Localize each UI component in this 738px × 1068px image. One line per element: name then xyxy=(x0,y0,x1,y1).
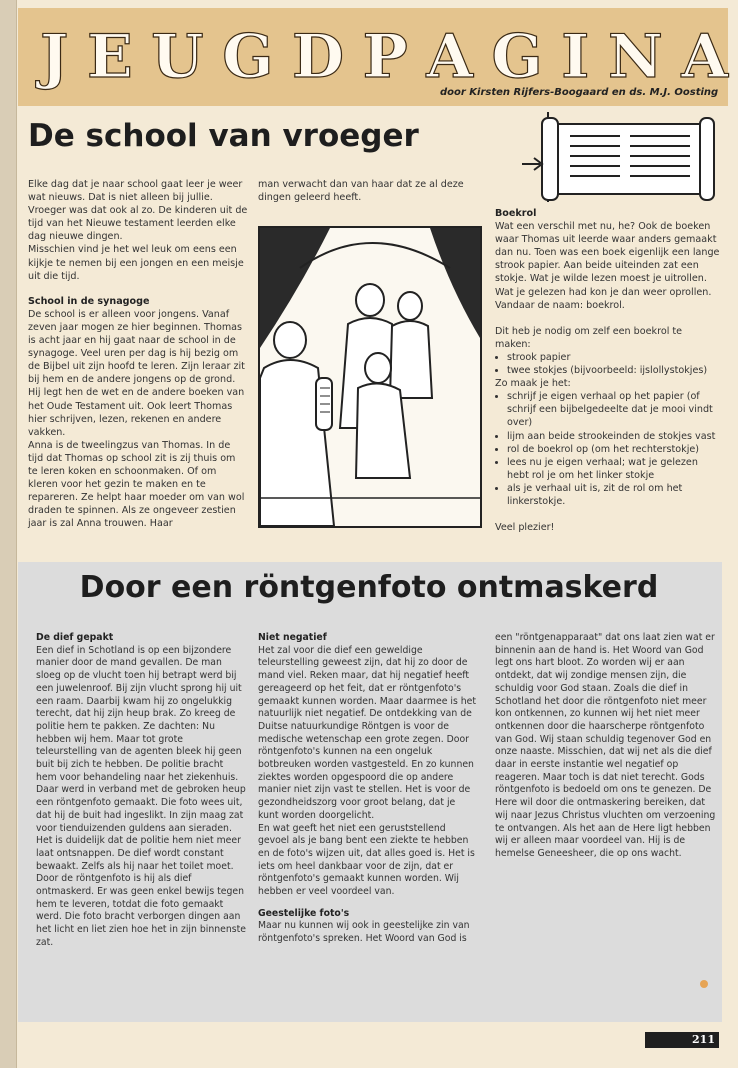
banner-letter: A xyxy=(426,22,475,92)
materials-list xyxy=(495,351,720,377)
author-byline: door Kirsten Rijfers-Boogaard en ds. M.J. Oosting xyxy=(440,87,719,98)
article1-column1 xyxy=(28,178,248,530)
list-item: • schrijf je eigen verhaal op het papier (of schrijf een bijbelgedeelte dat je mooi vindt over) xyxy=(507,390,720,429)
subheading-geestelijk: Geestelijke foto's xyxy=(258,907,350,919)
page-binding xyxy=(0,0,17,1068)
banner-letter: P xyxy=(362,22,410,92)
steps-list xyxy=(495,390,720,508)
closing-line: Veel plezier! xyxy=(495,522,555,534)
geestelijk-paragraph: Maar nu kunnen wij ook in geestelijke zin van röntgenfoto's spreken. Het Woord van God is xyxy=(258,920,470,945)
banner-letter: N xyxy=(607,22,665,92)
banner-letters xyxy=(40,16,730,98)
banner-letter: G xyxy=(222,22,276,92)
nodig-paragraph: Dit heb je nodig om zelf een boekrol te maken: xyxy=(495,325,683,350)
dief-paragraph-2: Door de röntgenfoto is hij als dief ontmaskerd. Er was geen enkel bewijs tegen hem te leveren, totdat die foto gemaakt werd. Die foto bracht verborgen dingen aan het licht en liet zien hoe het in zijn binnenste zat. xyxy=(36,873,246,948)
synagogue-school-illustration xyxy=(258,226,482,528)
end-dot xyxy=(700,980,708,988)
list-item: • twee stokjes (bijvoorbeeld: ijslollystokjes) xyxy=(507,364,720,377)
article2-column1 xyxy=(36,632,246,950)
negatief-paragraph: Het zal voor die dief een geweldige teleurstelling geweest zijn, dat hij zo door de mand viel. Reken maar, dat hij negatief heeft gereageerd op het feit, dat er röntgenfoto's gemaakt kunnen worden. Maar daarmee is het natuurlijk niet negatief. De ontdekking van de Duitse natuurkundige Röntgen is voor de medische wetenschap een grote zegen. Door röntgenfoto's kunnen na een ongeluk botbreuken worden vastgesteld. En zo kunnen ziektes worden opgespoord die op andere manier niet zijn vast te stellen. Het is voor de gezondheidszorg voor groot belang, dat je kunt worden doorgelicht. xyxy=(258,644,477,821)
banner-letter: U xyxy=(151,22,206,92)
intro-paragraph-2: Misschien vind je het wel leuk om eens een kijkje te nemen bij een jongen en een meisje uit die tijd. xyxy=(28,244,244,282)
banner-letter: I xyxy=(561,22,592,92)
list-item: • lees nu je eigen verhaal; wat je gelezen hebt rol je om het linker stokje xyxy=(507,456,720,482)
illustration-drawing xyxy=(260,228,480,526)
list-item: • strook papier xyxy=(507,351,720,364)
banner-letter: J xyxy=(40,22,71,92)
negatief-paragraph-2: En wat geeft het niet een geruststellend gevoel als je bang bent een ziekte te hebben en de foto's wijzen uit, dat alles goed is. Het is iets om heel dankbaar voor de zijn, dat er röntgenfoto's gemaakt kunnen worden. Wij hebben er veel voordeel van. xyxy=(258,822,475,898)
banner-letter: E xyxy=(86,22,135,92)
subheading-dief: De dief gepakt xyxy=(36,632,114,643)
subheading-synagoge: School in de synagoge xyxy=(28,295,150,307)
article1-column2 xyxy=(258,178,482,204)
subheading-boekrol: Boekrol xyxy=(495,208,537,219)
banner-letter: D xyxy=(292,22,347,92)
intro-paragraph: Elke dag dat je naar school gaat leer je weer wat nieuws. Dat is niet alleen bij jullie. Vroeger was dat ook al zo. De kinderen uit de tijd van het Nieuwe testament leerden elke dag nieuwe dingen. xyxy=(28,179,248,243)
continuation-paragraph: man verwacht dan van haar dat ze al deze dingen geleerd heeft. xyxy=(258,179,464,204)
list-item: • lijm aan beide strookeinden de stokjes vast xyxy=(507,430,720,443)
boekrol-paragraph: Wat een verschil met nu, he? Ook de boeken waar Thomas uit leerde waar anders gemaakt dan nu. Toen was een boek eigenlijk een lange strook papier. Aan beide uiteinden zat een stokje. Wat je wilde lezen moest je uitrollen. Wat je gelezen had kon je dan weer oprollen. Vandaar de naam: boekrol. xyxy=(495,221,720,311)
dief-paragraph: Een dief in Schotland is op een bijzondere manier door de mand gevallen. De man sloeg op de vlucht toen hij betrapt werd bij een juwelenroof. Bij zijn vlucht sprong hij uit een raam. Daarbij kwam hij zo ongelukkig terecht, dat hij zijn heup brak. Zo kreeg de politie hem te pakken. Ze dachten: Nu hebben wij hem. Maar tot grote teleurstelling van de agenten bleek hij geen buit bij zich te hebben. De politie bracht hem voor behandeling naar het ziekenhuis. Daar werd in verband met de gebroken heup een röntgenfoto gemaakt. Die foto wees uit, dat hij de buit had ingeslikt. In zijn maag zat voor tienduizenden guldens aan sieraden. Het is duidelijk dat de politie hem niet meer laat ontsnappen. De dief wordt constant bewaakt. Zelfs als hij naar het toilet moet. xyxy=(36,644,246,872)
subheading-negatief: Niet negatief xyxy=(258,632,327,643)
scroll-icon xyxy=(520,112,716,202)
banner-letter: A xyxy=(681,22,730,92)
list-item: • rol de boekrol op (om het rechterstokje) xyxy=(507,443,720,456)
synagoge-paragraph: De school is er alleen voor jongens. Vanaf zeven jaar mogen ze hier beginnen. Thomas is acht jaar en hij gaat naar de school in de synagoge. Veel uren per dag is hij bezig om de Bijbel uit zijn hoofd te leren. Zijn leraar zit bij hem en de andere jongens op de grond. Hij legt hen de wet en de andere boeken van het Oude Testament uit. Ook leert Thomas hier schrijven, lezen, rekenen en andere vakken. xyxy=(28,308,245,438)
article2-column2 xyxy=(258,632,478,946)
banner-letter: G xyxy=(491,22,545,92)
article-title: De school van vroeger xyxy=(28,118,419,154)
list-item: • als je verhaal uit is, zit de rol om het linkerstokje. xyxy=(507,482,720,508)
page-number: 211 xyxy=(645,1032,719,1048)
anna-paragraph: Anna is de tweelingzus van Thomas. In de tijd dat Thomas op school zit is zij thuis om te leren koken en schoonmaken. Of om kleren voor het gezin te maken en te repareren. Ze helpt haar moeder om van wol draden te spinnen. Als ze ongeveer zestien jaar is zal Anna trouwen. Haar xyxy=(28,439,245,530)
article1-column3 xyxy=(495,207,720,534)
article2-title: Door een röntgenfoto ontmaskerd xyxy=(79,570,659,605)
article2-column3 xyxy=(495,632,717,861)
instructions-heading: Zo maak je het: xyxy=(495,378,571,390)
column3-paragraph: een "röntgenapparaat" dat ons laat zien wat er binnenin aan de hand is. Het Woord van God legt ons hart bloot. Zo worden wij er aan ontdekt, dat wij zondige mensen zijn, die schuldig voor God staan. Zoals die dief in Schotland het door die röntgenfoto niet meer kon ontkennen, zo kunnen wij het niet meer ontkennen door die haarscherpe röntgenfoto van God. Wij staan schuldig tegenover God en onze naaste. Misschien, dat wij net als die dief daar in eerste instantie wel negatief op reageren. Maar toch is dat niet terecht. Gods röntgenfoto is bedoeld om ons te genezen. De Here wil door die ontmaskering bereiken, dat wij naar Jezus Christus vluchten om verzoening te ontvangen. Als het aan de Here ligt hebben wij er alleen maar voordeel van. Hij is de hemelse Geneesheer, die op ons wacht. xyxy=(495,632,716,859)
